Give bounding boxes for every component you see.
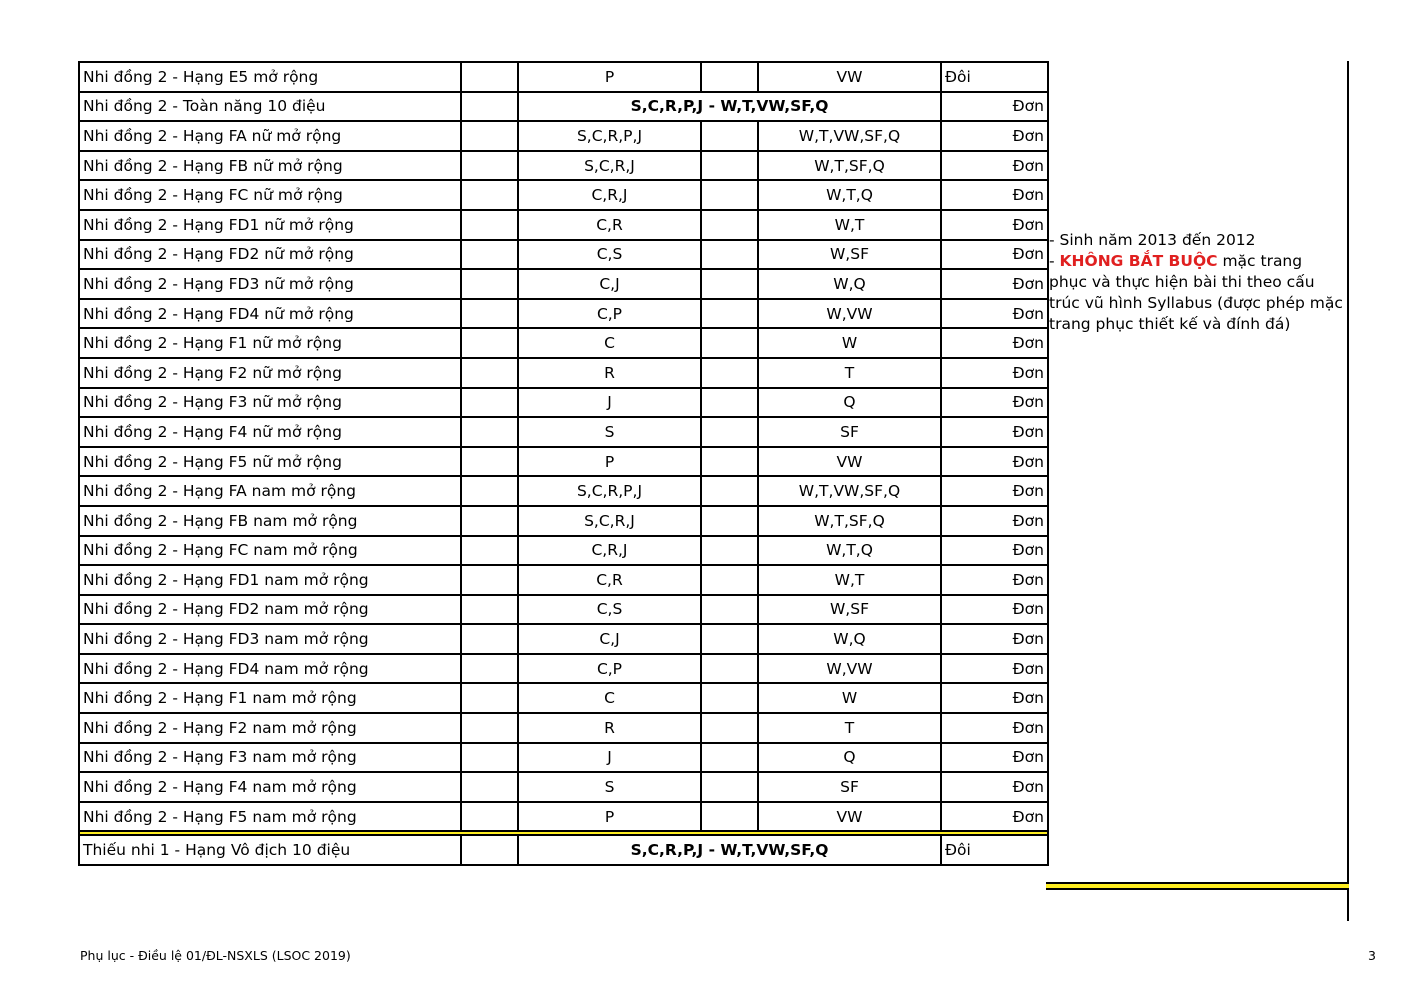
entry-type-cell: Đơn — [941, 180, 1048, 210]
standard-dances-cell: W,SF — [758, 240, 941, 270]
dances-combined-cell: S,C,R,P,J - W,T,VW,SF,Q — [518, 835, 941, 865]
event-name-cell: Nhi đồng 2 - Hạng F4 nam mở rộng — [79, 772, 461, 802]
entry-type-cell: Đơn — [941, 476, 1048, 506]
table-row — [79, 654, 1048, 684]
table-row — [79, 92, 1048, 122]
empty-cell — [461, 240, 518, 270]
entry-type-cell: Đơn — [941, 151, 1048, 181]
empty-cell — [461, 299, 518, 329]
empty-cell — [461, 506, 518, 536]
standard-dances-cell: SF — [758, 772, 941, 802]
table-row — [79, 565, 1048, 595]
event-name-cell: Nhi đồng 2 - Hạng F5 nữ mở rộng — [79, 447, 461, 477]
entry-type-cell: Đơn — [941, 358, 1048, 388]
empty-cell — [701, 802, 758, 832]
empty-cell — [461, 358, 518, 388]
event-name-cell: Nhi đồng 2 - Hạng F2 nữ mở rộng — [79, 358, 461, 388]
standard-dances-cell: W,T,Q — [758, 536, 941, 566]
event-name-cell: Nhi đồng 2 - Hạng FB nữ mở rộng — [79, 151, 461, 181]
table-row — [79, 713, 1048, 743]
latin-dances-cell: S,C,R,P,J — [518, 476, 701, 506]
footer-page-number: 3 — [1368, 948, 1376, 963]
empty-cell — [461, 713, 518, 743]
latin-dances-cell: C — [518, 328, 701, 358]
table-row — [79, 358, 1048, 388]
empty-cell — [461, 151, 518, 181]
entry-type-cell: Đơn — [941, 210, 1048, 240]
table-row — [79, 269, 1048, 299]
note-emphasis: KHÔNG BẮT BUỘC — [1059, 252, 1218, 270]
standard-dances-cell: W,T,VW,SF,Q — [758, 121, 941, 151]
event-name-cell: Nhi đồng 2 - Hạng F3 nữ mở rộng — [79, 388, 461, 418]
standard-dances-cell: W,T,VW,SF,Q — [758, 476, 941, 506]
entry-type-cell: Đơn — [941, 121, 1048, 151]
empty-cell — [461, 565, 518, 595]
table-row — [79, 388, 1048, 418]
entry-type-cell: Đơn — [941, 713, 1048, 743]
empty-cell — [461, 835, 518, 865]
standard-dances-cell: W,VW — [758, 299, 941, 329]
event-name-cell: Thiếu nhi 1 - Hạng Vô địch 10 điệu — [79, 835, 461, 865]
table-row — [79, 743, 1048, 773]
empty-cell — [461, 447, 518, 477]
yellow-separator-extension — [1046, 882, 1349, 890]
standard-dances-cell: W,T,Q — [758, 180, 941, 210]
entry-type-cell: Đơn — [941, 240, 1048, 270]
empty-cell — [701, 683, 758, 713]
standard-dances-cell: W,SF — [758, 595, 941, 625]
latin-dances-cell: C,R,J — [518, 180, 701, 210]
table-row — [79, 506, 1048, 536]
dances-combined-cell: S,C,R,P,J - W,T,VW,SF,Q — [518, 92, 941, 122]
table-row — [79, 447, 1048, 477]
empty-cell — [701, 240, 758, 270]
table-row — [79, 299, 1048, 329]
table-row — [79, 772, 1048, 802]
table-row — [79, 536, 1048, 566]
table-row — [79, 476, 1048, 506]
empty-cell — [701, 624, 758, 654]
empty-cell — [461, 180, 518, 210]
standard-dances-cell: W,Q — [758, 624, 941, 654]
entry-type-cell: Đôi — [941, 62, 1048, 92]
table-row — [79, 62, 1048, 92]
latin-dances-cell: C,J — [518, 269, 701, 299]
empty-cell — [461, 121, 518, 151]
event-name-cell: Nhi đồng 2 - Hạng F4 nữ mở rộng — [79, 417, 461, 447]
note-birth-years: - Sinh năm 2013 đến 2012 — [1049, 231, 1256, 249]
empty-cell — [461, 654, 518, 684]
events-table — [78, 61, 1049, 866]
empty-cell — [701, 121, 758, 151]
note-costume-rule: - KHÔNG BẮT BUỘC mặc trang phục và thực hiện bài thi theo cấu trúc vũ hình Syllabus (được phép mặc trang phục thiết kế và đính đá) — [1049, 252, 1343, 333]
standard-dances-cell: W,T — [758, 565, 941, 595]
table-row — [79, 683, 1048, 713]
entry-type-cell: Đơn — [941, 772, 1048, 802]
entry-type-cell: Đơn — [941, 536, 1048, 566]
latin-dances-cell: J — [518, 388, 701, 418]
table-row — [79, 240, 1048, 270]
empty-cell — [701, 772, 758, 802]
latin-dances-cell: C,P — [518, 299, 701, 329]
right-border-line — [1347, 61, 1349, 921]
latin-dances-cell: C,R — [518, 565, 701, 595]
empty-cell — [461, 92, 518, 122]
event-name-cell: Nhi đồng 2 - Hạng FD4 nam mở rộng — [79, 654, 461, 684]
standard-dances-cell: VW — [758, 802, 941, 832]
standard-dances-cell: SF — [758, 417, 941, 447]
latin-dances-cell: R — [518, 713, 701, 743]
event-name-cell: Nhi đồng 2 - Hạng FB nam mở rộng — [79, 506, 461, 536]
latin-dances-cell: S — [518, 417, 701, 447]
entry-type-cell: Đơn — [941, 683, 1048, 713]
event-name-cell: Nhi đồng 2 - Hạng FD2 nam mở rộng — [79, 595, 461, 625]
empty-cell — [461, 624, 518, 654]
entry-type-cell: Đơn — [941, 802, 1048, 832]
empty-cell — [461, 683, 518, 713]
latin-dances-cell: P — [518, 62, 701, 92]
entry-type-cell: Đơn — [941, 654, 1048, 684]
empty-cell — [701, 476, 758, 506]
entry-type-cell: Đơn — [941, 595, 1048, 625]
empty-cell — [461, 536, 518, 566]
event-name-cell: Nhi đồng 2 - Hạng FA nữ mở rộng — [79, 121, 461, 151]
empty-cell — [461, 210, 518, 240]
latin-dances-cell: C,S — [518, 595, 701, 625]
empty-cell — [701, 269, 758, 299]
empty-cell — [701, 713, 758, 743]
standard-dances-cell: T — [758, 713, 941, 743]
table-row — [79, 835, 1048, 865]
event-name-cell: Nhi đồng 2 - Hạng F5 nam mở rộng — [79, 802, 461, 832]
empty-cell — [701, 328, 758, 358]
empty-cell — [701, 180, 758, 210]
event-name-cell: Nhi đồng 2 - Hạng F3 nam mở rộng — [79, 743, 461, 773]
eligibility-note — [1049, 230, 1345, 335]
entry-type-cell: Đơn — [941, 417, 1048, 447]
table-row — [79, 121, 1048, 151]
table-row — [79, 417, 1048, 447]
event-name-cell: Nhi đồng 2 - Hạng FC nữ mở rộng — [79, 180, 461, 210]
empty-cell — [461, 802, 518, 832]
empty-cell — [461, 62, 518, 92]
table-row — [79, 802, 1048, 832]
latin-dances-cell: S,C,R,J — [518, 506, 701, 536]
latin-dances-cell: P — [518, 447, 701, 477]
standard-dances-cell: W — [758, 328, 941, 358]
entry-type-cell: Đơn — [941, 328, 1048, 358]
empty-cell — [461, 743, 518, 773]
empty-cell — [461, 328, 518, 358]
event-name-cell: Nhi đồng 2 - Hạng FD4 nữ mở rộng — [79, 299, 461, 329]
empty-cell — [461, 269, 518, 299]
entry-type-cell: Đôi — [941, 835, 1048, 865]
standard-dances-cell: Q — [758, 388, 941, 418]
event-name-cell: Nhi đồng 2 - Hạng F1 nam mở rộng — [79, 683, 461, 713]
standard-dances-cell: W — [758, 683, 941, 713]
empty-cell — [701, 388, 758, 418]
empty-cell — [701, 565, 758, 595]
empty-cell — [461, 772, 518, 802]
event-name-cell: Nhi đồng 2 - Hạng FC nam mở rộng — [79, 536, 461, 566]
events-table-body — [79, 62, 1048, 865]
latin-dances-cell: J — [518, 743, 701, 773]
event-name-cell: Nhi đồng 2 - Hạng E5 mở rộng — [79, 62, 461, 92]
entry-type-cell: Đơn — [941, 92, 1048, 122]
latin-dances-cell: C,P — [518, 654, 701, 684]
empty-cell — [701, 299, 758, 329]
empty-cell — [461, 388, 518, 418]
event-name-cell: Nhi đồng 2 - Hạng FD1 nữ mở rộng — [79, 210, 461, 240]
empty-cell — [461, 476, 518, 506]
latin-dances-cell: C,S — [518, 240, 701, 270]
empty-cell — [701, 151, 758, 181]
event-name-cell: Nhi đồng 2 - Hạng F2 nam mở rộng — [79, 713, 461, 743]
empty-cell — [461, 595, 518, 625]
event-name-cell: Nhi đồng 2 - Hạng FD1 nam mở rộng — [79, 565, 461, 595]
empty-cell — [701, 447, 758, 477]
latin-dances-cell: C,J — [518, 624, 701, 654]
latin-dances-cell: C,R,J — [518, 536, 701, 566]
latin-dances-cell: S,C,R,P,J — [518, 121, 701, 151]
event-name-cell: Nhi đồng 2 - Hạng FD3 nam mở rộng — [79, 624, 461, 654]
event-name-cell: Nhi đồng 2 - Hạng F1 nữ mở rộng — [79, 328, 461, 358]
latin-dances-cell: P — [518, 802, 701, 832]
empty-cell — [701, 536, 758, 566]
table-row — [79, 328, 1048, 358]
event-name-cell: Nhi đồng 2 - Toàn năng 10 điệu — [79, 92, 461, 122]
entry-type-cell: Đơn — [941, 269, 1048, 299]
entry-type-cell: Đơn — [941, 565, 1048, 595]
event-name-cell: Nhi đồng 2 - Hạng FD2 nữ mở rộng — [79, 240, 461, 270]
standard-dances-cell: W,T,SF,Q — [758, 506, 941, 536]
entry-type-cell: Đơn — [941, 447, 1048, 477]
latin-dances-cell: S,C,R,J — [518, 151, 701, 181]
empty-cell — [701, 743, 758, 773]
footer-document-title: Phụ lục - Điều lệ 01/ĐL-NSXLS (LSOC 2019) — [80, 948, 351, 963]
standard-dances-cell: W,VW — [758, 654, 941, 684]
empty-cell — [701, 358, 758, 388]
empty-cell — [701, 417, 758, 447]
standard-dances-cell: W,T,SF,Q — [758, 151, 941, 181]
entry-type-cell: Đơn — [941, 388, 1048, 418]
table-row — [79, 624, 1048, 654]
latin-dances-cell: S — [518, 772, 701, 802]
latin-dances-cell: R — [518, 358, 701, 388]
standard-dances-cell: VW — [758, 62, 941, 92]
standard-dances-cell: VW — [758, 447, 941, 477]
empty-cell — [701, 210, 758, 240]
table-row — [79, 151, 1048, 181]
event-name-cell: Nhi đồng 2 - Hạng FA nam mở rộng — [79, 476, 461, 506]
event-name-cell: Nhi đồng 2 - Hạng FD3 nữ mở rộng — [79, 269, 461, 299]
entry-type-cell: Đơn — [941, 299, 1048, 329]
latin-dances-cell: C,R — [518, 210, 701, 240]
empty-cell — [701, 654, 758, 684]
entry-type-cell: Đơn — [941, 743, 1048, 773]
table-row — [79, 210, 1048, 240]
standard-dances-cell: Q — [758, 743, 941, 773]
latin-dances-cell: C — [518, 683, 701, 713]
empty-cell — [701, 62, 758, 92]
standard-dances-cell: W,T — [758, 210, 941, 240]
standard-dances-cell: T — [758, 358, 941, 388]
entry-type-cell: Đơn — [941, 624, 1048, 654]
table-row — [79, 595, 1048, 625]
empty-cell — [701, 595, 758, 625]
table-row — [79, 180, 1048, 210]
empty-cell — [701, 506, 758, 536]
standard-dances-cell: W,Q — [758, 269, 941, 299]
empty-cell — [461, 417, 518, 447]
entry-type-cell: Đơn — [941, 506, 1048, 536]
